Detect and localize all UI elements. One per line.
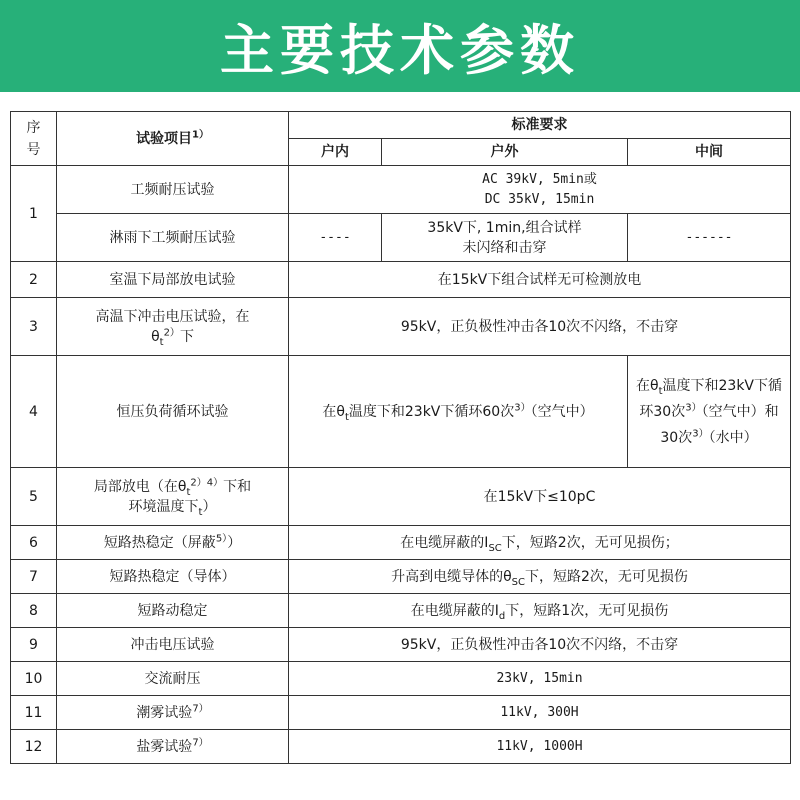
row-item: 短路热稳定（屏蔽$^{5)}$） (57, 526, 289, 560)
row-number: 3 (11, 298, 57, 356)
table-row (11, 166, 791, 214)
table-row (11, 262, 791, 298)
row-requirement: 在15kV下≤10pC (289, 468, 791, 526)
row-item: 高温下冲击电压试验，在 $\theta_t^{2)}$下 (57, 298, 289, 356)
row-item: 交流耐压 (57, 662, 289, 696)
row-requirement: 11kV, 1000H (289, 730, 791, 764)
row-number: 7 (11, 560, 57, 594)
row-middle: ------ (628, 214, 791, 262)
row-item: 盐雾试验$^{7)}$ (57, 730, 289, 764)
row-item: 淋雨下工频耐压试验 (57, 214, 289, 262)
row-item: 短路动稳定 (57, 594, 289, 628)
row-item: 潮雾试验$^{7)}$ (57, 696, 289, 730)
row-requirement-middle: 在$\theta_t$温度下和23kV下循环30次$^{3)}$（空气中）和30次$^{3)}$（水中） (628, 356, 791, 468)
table-row (11, 730, 791, 764)
row-requirement: 在电缆屏蔽的$I_d$下，短路1次，无可见损伤 (289, 594, 791, 628)
table-row (11, 662, 791, 696)
table-row (11, 298, 791, 356)
row-number: 11 (11, 696, 57, 730)
row-number: 8 (11, 594, 57, 628)
row-number: 2 (11, 262, 57, 298)
row-number: 4 (11, 356, 57, 468)
row-outdoor: 35kV下, 1min,组合试样 未闪络和击穿 (382, 214, 628, 262)
row-number: 9 (11, 628, 57, 662)
table-row (11, 214, 791, 262)
header-standard: 标准要求 (289, 112, 791, 139)
row-item: 局部放电（在$\theta_t^{2)4)}$下和 环境温度下$_t$） (57, 468, 289, 526)
row-requirement: AC 39kV, 5min或 DC 35kV, 15min (289, 166, 791, 214)
row-requirement: 11kV, 300H (289, 696, 791, 730)
row-indoor: ---- (289, 214, 382, 262)
row-requirement: 95kV，正负极性冲击各10次不闪络，不击穿 (289, 298, 791, 356)
table-row (11, 594, 791, 628)
row-item: 短路热稳定（导体） (57, 560, 289, 594)
row-item: 恒压负荷循环试验 (57, 356, 289, 468)
table-row (11, 696, 791, 730)
row-item: 工频耐压试验 (57, 166, 289, 214)
spec-table (10, 111, 791, 764)
title-banner (0, 0, 800, 92)
header-item: 试验项目$^{1)}$ (57, 112, 289, 166)
row-requirement-indoor-outdoor: 在$\theta_t$温度下和23kV下循环60次$^{3)}$（空气中） (289, 356, 628, 468)
page-title: 主要技术参数 (220, 18, 580, 82)
table-row (11, 560, 791, 594)
table-row (11, 628, 791, 662)
table-row (11, 356, 791, 468)
row-requirement: 95kV，正负极性冲击各10次不闪络，不击穿 (289, 628, 791, 662)
row-requirement: 升高到电缆导体的$\theta_{SC}$下，短路2次，无可见损伤 (289, 560, 791, 594)
row-number: 10 (11, 662, 57, 696)
table-row (11, 526, 791, 560)
row-number: 6 (11, 526, 57, 560)
row-item: 冲击电压试验 (57, 628, 289, 662)
table-row (11, 468, 791, 526)
header-outdoor: 户外 (382, 139, 628, 166)
row-number: 1 (11, 166, 57, 262)
row-number: 12 (11, 730, 57, 764)
header-indoor: 户内 (289, 139, 382, 166)
header-middle: 中间 (628, 139, 791, 166)
header-seq: 序号 (11, 112, 57, 166)
spec-table-wrapper (10, 111, 790, 764)
row-number: 5 (11, 468, 57, 526)
row-requirement: 在15kV下组合试样无可检测放电 (289, 262, 791, 298)
row-requirement: 在电缆屏蔽的$I_{SC}$下，短路2次，无可见损伤； (289, 526, 791, 560)
row-item: 室温下局部放电试验 (57, 262, 289, 298)
row-requirement: 23kV, 15min (289, 662, 791, 696)
